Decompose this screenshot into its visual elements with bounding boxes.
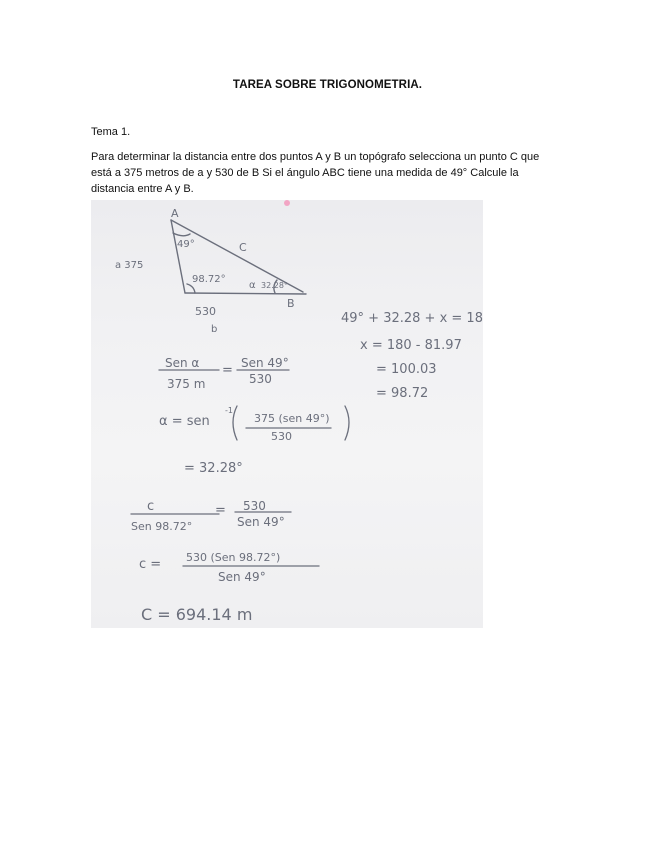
alpha-inverse-exponent: -1 (225, 406, 233, 415)
c-ratio-right-numerator: 530 (243, 499, 266, 513)
c-solve-lhs: c = (139, 557, 162, 572)
handwritten-solution-photo (91, 200, 483, 628)
paren-left (233, 406, 237, 440)
triangle-side-left (171, 220, 185, 293)
angle-sum-line-1: 49° + 32.28 + x = 18 (341, 311, 483, 326)
angle-sum-line-3: = 100.03 (376, 362, 437, 377)
paren-right (345, 406, 349, 440)
alpha-lhs: α = sen (159, 414, 210, 429)
side-c-label: C (239, 241, 247, 254)
c-ratio-right-denominator: Sen 49° (237, 515, 285, 529)
law-sines-right-numerator: Sen 49° (241, 356, 289, 370)
final-answer: C = 694.14 m (141, 605, 253, 624)
law-sines-left-numerator: Sen α (165, 356, 200, 370)
angle-a-arc (173, 233, 190, 236)
alpha-denominator: 530 (271, 430, 292, 443)
triangle-side-bottom (185, 293, 306, 294)
law-sines-left-denominator: 375 m (167, 377, 206, 391)
alpha-numerator: 375 (sen 49°) (254, 412, 330, 425)
pink-mark (284, 200, 290, 206)
angle-sum-line-2: x = 180 - 81.97 (360, 338, 462, 353)
document-title: TAREA SOBRE TRIGONOMETRIA. (232, 79, 423, 91)
angle-c-arc (187, 284, 195, 293)
vertex-b-label: B (287, 297, 295, 310)
law-sines-equals: = (222, 363, 233, 378)
angle-a-label: 49° (177, 239, 195, 250)
vertex-a-label: A (171, 207, 179, 220)
c-ratio-left-denominator: Sen 98.72° (131, 520, 193, 533)
problem-statement: Para determinar la distancia entre dos puntos A y B un topógrafo selecciona un punto C que está a 375 metros de a y 530 de B Si el ángulo ABC tiene una medida de 49° Calcule la distancia entre A y B. (91, 151, 540, 195)
c-ratio-equals: = (215, 503, 226, 518)
topic-label: Tema 1. (91, 126, 131, 138)
side-bottom-label: 530 (195, 305, 216, 318)
angle-sum-line-4: = 98.72 (376, 386, 429, 401)
c-solve-denominator: Sen 49° (218, 570, 266, 584)
side-left-label: a 375 (115, 260, 144, 271)
handwritten-solution-drawing (91, 200, 483, 628)
c-ratio-left-numerator: c (147, 499, 155, 514)
c-solve-numerator: 530 (Sen 98.72°) (186, 551, 281, 564)
side-bottom-sub-label: b (211, 324, 218, 335)
angle-c-label: 98.72° (192, 274, 226, 285)
angle-b-value: 32.28° (261, 281, 288, 290)
alpha-result: = 32.28° (184, 461, 243, 476)
angle-b-label: α (249, 280, 256, 291)
law-sines-right-denominator: 530 (249, 372, 272, 386)
